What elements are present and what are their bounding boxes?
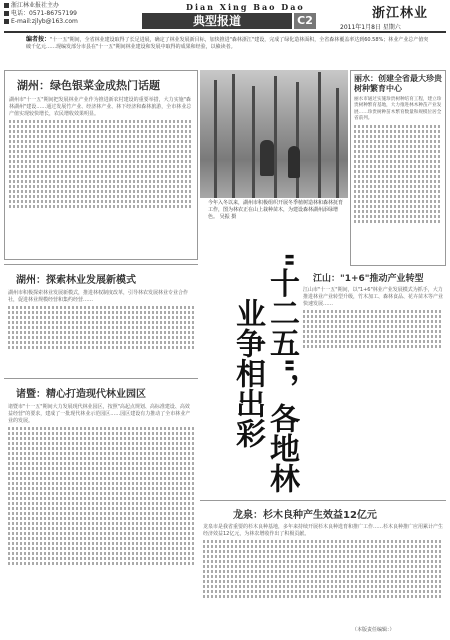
editor-credit: （本版责任编辑：） — [352, 627, 395, 633]
text-column-placeholder — [8, 336, 194, 339]
article-body: 龙泉市是我省重要的杉木良种基地，多年来持续开展杉木良种选育和推广工作……杉木良种推广应用累计产生经济效益12亿元，为林农增收作出了积极贡献。 — [203, 524, 444, 537]
text-column-placeholder — [354, 195, 442, 198]
text-column-placeholder — [303, 325, 443, 328]
text-column-placeholder — [8, 507, 194, 510]
text-column-placeholder — [354, 200, 442, 203]
article-title: 诸暨：精心打造现代林业园区 — [16, 389, 146, 400]
article-body: 江山市"十一五"期间，以"1+6"林业产业发展模式为抓手，大力推进林业产业转型升级，竹木加工、森林食品、花卉苗木等产业快速发展…… — [303, 287, 444, 307]
masthead-info — [4, 2, 78, 26]
text-column-placeholder — [9, 175, 193, 178]
text-column-placeholder — [8, 326, 194, 329]
text-column-placeholder — [8, 502, 194, 505]
text-column-placeholder — [9, 200, 193, 203]
article-longquan — [200, 500, 446, 630]
text-column-placeholder — [9, 165, 193, 168]
text-column-placeholder — [203, 540, 443, 543]
text-column-placeholder — [354, 175, 442, 178]
text-column-placeholder — [9, 150, 193, 153]
tree-trunk — [252, 86, 255, 198]
editor-note-label: 编者按： — [26, 36, 51, 43]
text-column-placeholder — [354, 165, 442, 168]
headline-part-2: 各地林业 — [230, 298, 299, 494]
paper-name: 浙江林业 — [372, 6, 429, 21]
text-column-placeholder — [8, 532, 194, 535]
tree-trunk — [336, 88, 339, 198]
article-huzhou-model — [4, 264, 198, 374]
text-column-placeholder — [8, 321, 194, 324]
text-column-placeholder — [203, 585, 443, 588]
article-body: 湖州市积极探索林业发展新模式，推进林权制度改革，引导林农发展林业专业合作社，促进林业规模经营和集约经营…… — [8, 290, 189, 303]
text-column-placeholder — [8, 437, 194, 440]
text-column-placeholder — [354, 150, 442, 153]
tree-trunk — [214, 80, 217, 198]
text-column-placeholder — [9, 180, 193, 183]
headline-text — [230, 248, 298, 498]
text-column-placeholder — [354, 145, 442, 148]
text-column-placeholder — [9, 195, 193, 198]
text-column-placeholder — [203, 555, 443, 558]
text-column-placeholder — [8, 447, 194, 450]
text-column-placeholder — [203, 590, 443, 593]
text-column-placeholder — [203, 565, 443, 568]
text-column-placeholder — [303, 315, 443, 318]
text-column-placeholder — [303, 310, 443, 313]
article-title: 龙泉：杉木良种产生效益12亿元 — [233, 510, 377, 521]
text-column-placeholder — [303, 335, 443, 338]
article-title: 江山："1+6"推动产业转型 — [313, 274, 424, 284]
text-column-placeholder — [354, 135, 442, 138]
article-title: 湖州：绿色银菜金成热门话题 — [17, 79, 160, 92]
email-line: E-mail:zjlyb@163.com — [11, 18, 78, 25]
text-column-placeholder — [8, 482, 194, 485]
worker-figure — [288, 146, 300, 178]
headline-part-3: 争相出彩 — [230, 328, 265, 448]
text-column-placeholder — [9, 145, 193, 148]
text-column-placeholder — [9, 130, 193, 133]
text-column-placeholder — [9, 140, 193, 143]
page-header — [0, 0, 450, 32]
text-column-placeholder — [8, 427, 194, 430]
text-column-placeholder — [8, 467, 194, 470]
phone-line: 电话：0571-86757199 — [11, 10, 77, 17]
tree-trunk — [318, 72, 321, 198]
section-pinyin: Dian Xing Bao Dao — [186, 2, 305, 12]
text-column-placeholder — [8, 542, 194, 545]
text-column-placeholder — [303, 340, 443, 343]
text-column-placeholder — [354, 160, 442, 163]
text-column-placeholder — [354, 125, 442, 128]
text-column-placeholder — [354, 185, 442, 188]
tree-trunk — [274, 76, 277, 198]
text-column-placeholder — [203, 560, 443, 563]
photo-credit: 吴振 摄 — [219, 214, 237, 220]
text-column-placeholder — [9, 190, 193, 193]
text-column-placeholder — [8, 462, 194, 465]
article-body: 丽水市通过实施珍贵树种培育工程，建立珍贵树种繁育基地，大力推进林木种苗产业发展……珍贵树种苗木繁育数量和规模位居全省前列。 — [354, 97, 442, 122]
tree-trunk — [296, 82, 299, 198]
text-column-placeholder — [8, 527, 194, 530]
text-column-placeholder — [354, 205, 442, 208]
article-title: 湖州：探索林业发展新模式 — [16, 275, 136, 286]
text-column-placeholder — [8, 517, 194, 520]
text-column-placeholder — [9, 160, 193, 163]
text-column-placeholder — [8, 557, 194, 560]
text-column-placeholder — [8, 547, 194, 550]
text-column-placeholder — [303, 345, 443, 348]
text-column-placeholder — [8, 432, 194, 435]
text-column-placeholder — [9, 120, 193, 123]
header-rule — [4, 31, 446, 33]
article-title: 丽水：创建全省最大珍贵树种繁育中心 — [354, 74, 442, 93]
text-column-placeholder — [303, 320, 443, 323]
tree-trunk — [232, 74, 235, 198]
issue-date: 2011年1月8日 星期六 — [340, 24, 401, 31]
text-column-placeholder — [8, 562, 194, 565]
article-lishui — [350, 70, 446, 266]
text-column-placeholder — [203, 575, 443, 578]
text-column-placeholder — [354, 130, 442, 133]
worker-figure — [260, 140, 274, 176]
text-column-placeholder — [354, 140, 442, 143]
text-column-placeholder — [9, 155, 193, 158]
text-column-placeholder — [8, 512, 194, 515]
text-column-placeholder — [8, 552, 194, 555]
text-column-placeholder — [8, 306, 194, 309]
bullet-icon — [4, 3, 9, 8]
text-column-placeholder — [354, 155, 442, 158]
forest-photo — [200, 70, 348, 198]
text-column-placeholder — [203, 580, 443, 583]
text-column-placeholder — [9, 185, 193, 188]
text-column-placeholder — [354, 190, 442, 193]
text-column-placeholder — [8, 341, 194, 344]
article-huzhou-green — [4, 70, 198, 260]
headline-part-1: "十二五"， — [264, 252, 299, 404]
article-body: 诸暨市"十一五"期间大力发展现代林业园区，按照"高起点规划、高标准建设、高效益经营"的要求，建成了一批现代林业示范园区……园区建设有力推动了全市林业产业的发展。 — [8, 404, 191, 424]
text-column-placeholder — [354, 215, 442, 218]
text-column-placeholder — [8, 472, 194, 475]
text-column-placeholder — [8, 487, 194, 490]
article-zhuji — [4, 378, 198, 628]
text-column-placeholder — [8, 492, 194, 495]
text-column-placeholder — [9, 135, 193, 138]
text-column-placeholder — [303, 330, 443, 333]
text-column-placeholder — [9, 125, 193, 128]
main-headline — [230, 248, 299, 498]
text-column-placeholder — [8, 311, 194, 314]
phone-icon — [4, 11, 9, 16]
article-body: 湖州市"十一五"期间把发展林业产业作为推进新农村建设的重要举措，大力实施"森林湖州"建设……通过发展竹产业、经济林产业、林下经济和森林旅游，全市林业总产值实现较快增长，农民增收效果明显。 — [9, 97, 192, 117]
text-column-placeholder — [8, 457, 194, 460]
mail-icon — [4, 19, 9, 24]
text-column-placeholder — [8, 346, 194, 349]
editor-note — [26, 36, 430, 68]
publisher-line: 浙江林业报社主办 — [11, 2, 60, 9]
text-column-placeholder — [8, 522, 194, 525]
text-column-placeholder — [203, 570, 443, 573]
editor-note-text: "十一五"期间，全省林业建设取得了长足进展，确定了林业发展新目标，加快推进"森林浙江"建设，完成了绿化造林面积，全省森林覆盖率达到60.58%；林业产业总产值突破千亿元……现编发部分市县在"十一五"期间林业建设和发展中取得的成果和经验，以飨读者。 — [26, 37, 429, 50]
text-column-placeholder — [8, 477, 194, 480]
text-column-placeholder — [354, 170, 442, 173]
text-column-placeholder — [8, 316, 194, 319]
text-column-placeholder — [8, 537, 194, 540]
caption-text: 今年入冬以来，湖州市积极组织开展冬季植树造林和森林抚育工作，图为林农正在山上栽种苗木，为建设森林湖州添绿增色。 — [208, 200, 344, 220]
photo-caption — [208, 200, 344, 221]
text-column-placeholder — [8, 331, 194, 334]
text-column-placeholder — [8, 497, 194, 500]
article-jiangshan — [300, 268, 446, 368]
text-column-placeholder — [354, 220, 442, 223]
text-column-placeholder — [354, 210, 442, 213]
text-column-placeholder — [9, 205, 193, 208]
text-column-placeholder — [8, 442, 194, 445]
text-column-placeholder — [203, 550, 443, 553]
text-column-placeholder — [9, 170, 193, 173]
text-column-placeholder — [354, 180, 442, 183]
text-column-placeholder — [8, 452, 194, 455]
section-title: 典型报道 — [142, 13, 292, 29]
text-column-placeholder — [203, 595, 443, 598]
text-column-placeholder — [203, 545, 443, 548]
page-code: C2 — [294, 13, 316, 29]
